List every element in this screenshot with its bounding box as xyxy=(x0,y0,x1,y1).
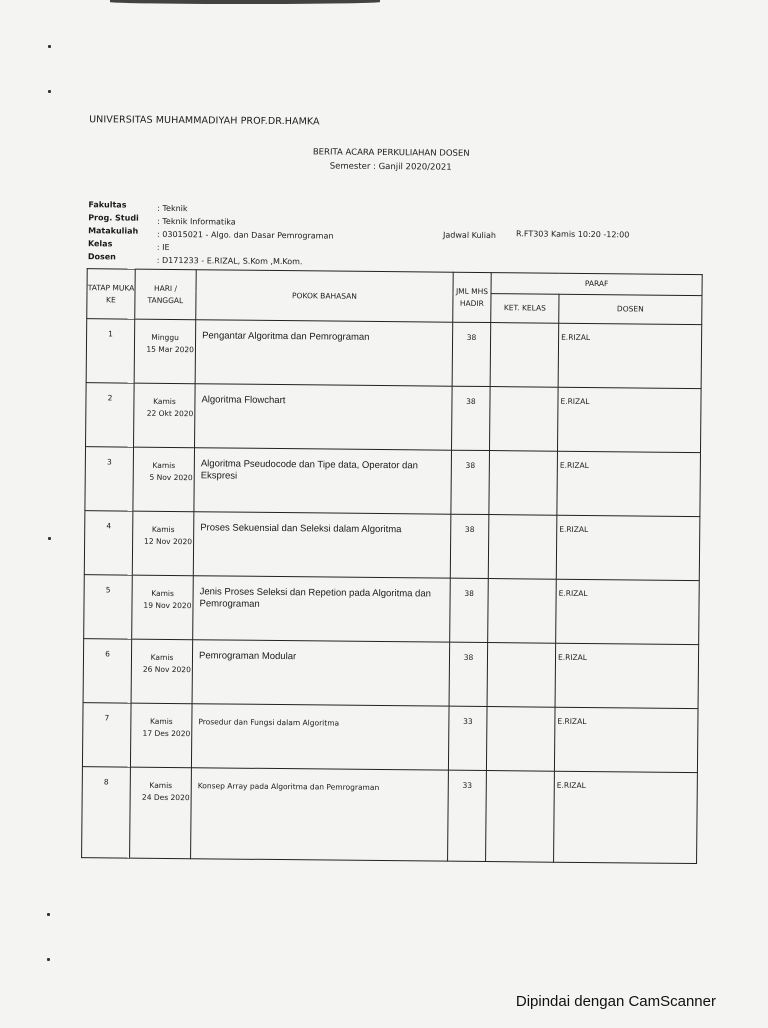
student-count: 38 xyxy=(450,578,489,642)
dosen-signature: E.RIZAL xyxy=(554,707,698,772)
meeting-day: Kamis xyxy=(149,716,173,727)
university-name: UNIVERSITAS MUHAMMADIYAH PROF.DR.HAMKA xyxy=(89,114,320,128)
ket-kelas-cell xyxy=(490,323,559,388)
fakultas-label: Fakultas xyxy=(88,200,127,210)
meeting-date: 22 Okt 2020 xyxy=(146,408,194,419)
meeting-topic: Pengantar Algoritma dan Pemrograman xyxy=(195,320,453,386)
meeting-date: 17 Des 2020 xyxy=(142,728,191,739)
table-row xyxy=(86,383,702,453)
ket-kelas-cell xyxy=(486,771,555,863)
table-row xyxy=(84,511,700,581)
meeting-number: 5 xyxy=(84,575,133,639)
dosen-signature: E.RIZAL xyxy=(558,323,702,388)
meeting-day: Kamis xyxy=(151,524,175,535)
ket-kelas-cell xyxy=(489,387,558,452)
meeting-date-cell xyxy=(132,575,194,640)
attendance-table xyxy=(81,268,703,864)
student-count: 38 xyxy=(450,514,489,578)
camscanner-watermark: Dipindai dengan CamScanner xyxy=(515,993,716,1010)
meeting-topic: Algoritma Flowchart xyxy=(195,384,453,450)
meeting-number: 2 xyxy=(86,383,135,447)
meeting-topic: Prosedur dan Fungsi dalam Algoritma xyxy=(191,704,449,770)
dosen-signature: E.RIZAL xyxy=(557,451,701,516)
ket-kelas-cell xyxy=(489,451,558,516)
meeting-number: 3 xyxy=(85,447,134,511)
header-tatap-muka: TATAP MUKA KE xyxy=(87,269,135,319)
meeting-number: 7 xyxy=(82,703,131,767)
meeting-day: Kamis xyxy=(151,588,174,599)
meeting-topic: Pemrograman Modular xyxy=(192,640,450,706)
semester-label: Semester : Ganjil 2020/2021 xyxy=(329,161,452,173)
meeting-day: Minggu xyxy=(151,332,179,343)
table-row xyxy=(82,767,698,864)
dosen-signature: E.RIZAL xyxy=(554,771,698,863)
dosen-signature: E.RIZAL xyxy=(555,643,699,708)
meeting-date: 15 Mar 2020 xyxy=(146,344,194,355)
header-hari-tanggal: HARI / TANGGAL xyxy=(135,269,196,320)
meeting-number: 8 xyxy=(82,767,131,858)
meeting-date: 5 Nov 2020 xyxy=(149,472,193,483)
kelas-value: : IE xyxy=(156,242,170,252)
dosen-signature: E.RIZAL xyxy=(556,579,700,644)
student-count: 38 xyxy=(449,642,488,706)
meeting-day: Kamis xyxy=(152,460,176,471)
dosen-signature: E.RIZAL xyxy=(557,387,701,452)
student-count: 38 xyxy=(451,450,490,514)
prodi-value: : Teknik Informatika xyxy=(157,216,236,227)
meeting-topic: Proses Sekuensial dan Seleksi dalam Algoritma xyxy=(193,512,451,578)
meeting-date-cell xyxy=(134,319,196,384)
dosen-value: : D171233 - E.RIZAL, S.Kom ,M.Kom. xyxy=(156,255,303,267)
dosen-label: Dosen xyxy=(87,252,116,262)
meeting-topic: Algoritma Pseudocode dan Tipe data, Operator dan Ekspresi xyxy=(194,448,452,514)
jadwal-label: Jadwal Kuliah xyxy=(443,230,496,241)
table-row xyxy=(86,319,702,389)
meeting-date-cell xyxy=(131,639,193,704)
student-count: 33 xyxy=(448,706,487,770)
header-dosen: DOSEN xyxy=(559,294,702,324)
ket-kelas-cell xyxy=(486,707,555,772)
table-row xyxy=(83,639,699,709)
meeting-number: 4 xyxy=(84,511,133,575)
table-row xyxy=(85,447,701,517)
student-count: 38 xyxy=(452,386,491,450)
table-row xyxy=(84,575,700,645)
meeting-day: Kamis xyxy=(150,652,174,663)
document-title: BERITA ACARA PERKULIAHAN DOSEN xyxy=(312,147,470,159)
meeting-date-cell xyxy=(134,383,196,448)
meeting-date-cell xyxy=(132,511,194,576)
meeting-topic: Jenis Proses Seleksi dan Repetion pada Algoritma dan Pemrograman xyxy=(193,576,451,642)
meeting-day: Kamis xyxy=(153,396,176,407)
meeting-topic: Konsep Array pada Algoritma dan Pemrograman xyxy=(191,768,449,861)
meeting-date: 12 Nov 2020 xyxy=(144,536,193,547)
prodi-label: Prog. Studi xyxy=(88,213,139,223)
ket-kelas-cell xyxy=(488,579,557,644)
meeting-date: 24 Des 2020 xyxy=(141,792,190,803)
header-jml-mhs: JML MHS HADIR xyxy=(453,272,491,322)
student-count: 38 xyxy=(452,322,491,386)
student-count: 33 xyxy=(448,770,487,861)
table-row xyxy=(82,703,698,773)
ket-kelas-cell xyxy=(488,515,557,580)
meeting-date-cell xyxy=(130,703,192,768)
meeting-date-cell xyxy=(130,767,192,859)
ket-kelas-cell xyxy=(487,643,556,708)
dosen-signature: E.RIZAL xyxy=(556,515,700,580)
meeting-number: 1 xyxy=(86,319,135,383)
jadwal-value: R.FT303 Kamis 10:20 -12:00 xyxy=(516,229,630,240)
meeting-date: 19 Nov 2020 xyxy=(143,600,192,611)
fakultas-value: : Teknik xyxy=(157,203,188,214)
header-pokok-bahasan: POKOK BAHASAN xyxy=(196,270,453,322)
header-ket-kelas: KET. KELAS xyxy=(491,294,559,324)
meeting-day: Kamis xyxy=(149,780,173,791)
matakuliah-value: : 03015021 - Algo. dan Dasar Pemrograman xyxy=(157,229,334,241)
meeting-date-cell xyxy=(133,447,195,512)
meeting-number: 6 xyxy=(83,639,132,703)
kelas-label: Kelas xyxy=(87,239,113,249)
meeting-date: 26 Nov 2020 xyxy=(142,664,191,675)
matakuliah-label: Matakuliah xyxy=(88,226,139,236)
header-paraf: PARAF xyxy=(491,273,702,296)
